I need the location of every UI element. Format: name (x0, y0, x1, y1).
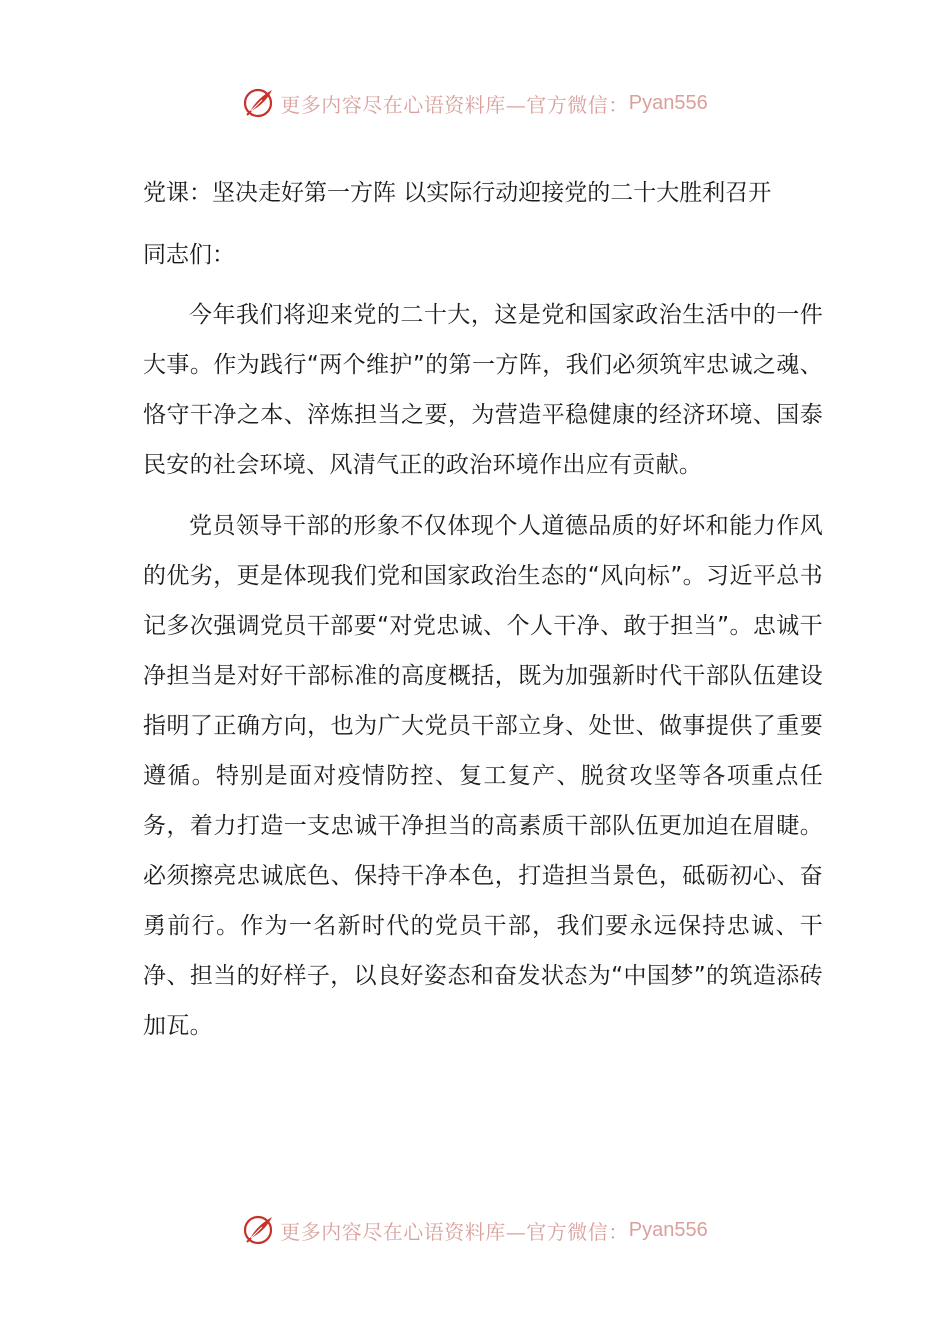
paragraph: 今年我们将迎来党的二十大，这是党和国家政治生活中的一件大事。作为践行“两个维护”的第一方阵，我们必须筑牢忠诚之魂、恪守干净之本、淬炼担当之要，为营造平稳健康的经济环境、国泰民安的社会环境、风清气正的政治环境作出应有贡献。 (143, 302, 823, 478)
document-title: 党课：坚决走好第一方阵 以实际行动迎接党的二十大胜利召开 (143, 180, 772, 206)
document-body (143, 168, 823, 1062)
header-slogan: 更多内容尽在心语资料库—官方微信： (280, 92, 629, 117)
footer-slogan: 更多内容尽在心语资料库—官方微信： (280, 1219, 629, 1244)
paragraph: 党员领导干部的形象不仅体现个人道德品质的好坏和能力作风的优劣，更是体现我们党和国家政治生态的“风向标”。习近平总书记多次强调党员干部要“对党忠诚、个人干净、敢于担当”。忠诚干净担当是对好干部标准的高度概括，既为加强新时代干部队伍建设指明了正确方向，也为广大党员干部立身、处世、做事提供了重要遵循。特别是面对疫情防控、复工复产、脱贫攻坚等各项重点任务，着力打造一支忠诚干净担当的高素质干部队伍更加迫在眉睫。必须擦亮忠诚底色、保持干净本色，打造担当景色，砥砺初心、奋勇前行。作为一名新时代的党员干部，我们要永远保持忠诚、干净、担当的好样子，以良好姿态和奋发状态为“中国梦”的筑造添砖加瓦。 (143, 513, 823, 1039)
footer-wechat-id: Pyan556 (628, 1218, 708, 1241)
quill-logo-icon (242, 86, 276, 120)
header-wechat-id: Pyan556 (628, 91, 708, 114)
footer-banner (0, 1210, 950, 1250)
salutation: 同志们： (143, 242, 235, 268)
quill-logo-icon (242, 1213, 276, 1247)
header-banner (0, 83, 950, 123)
